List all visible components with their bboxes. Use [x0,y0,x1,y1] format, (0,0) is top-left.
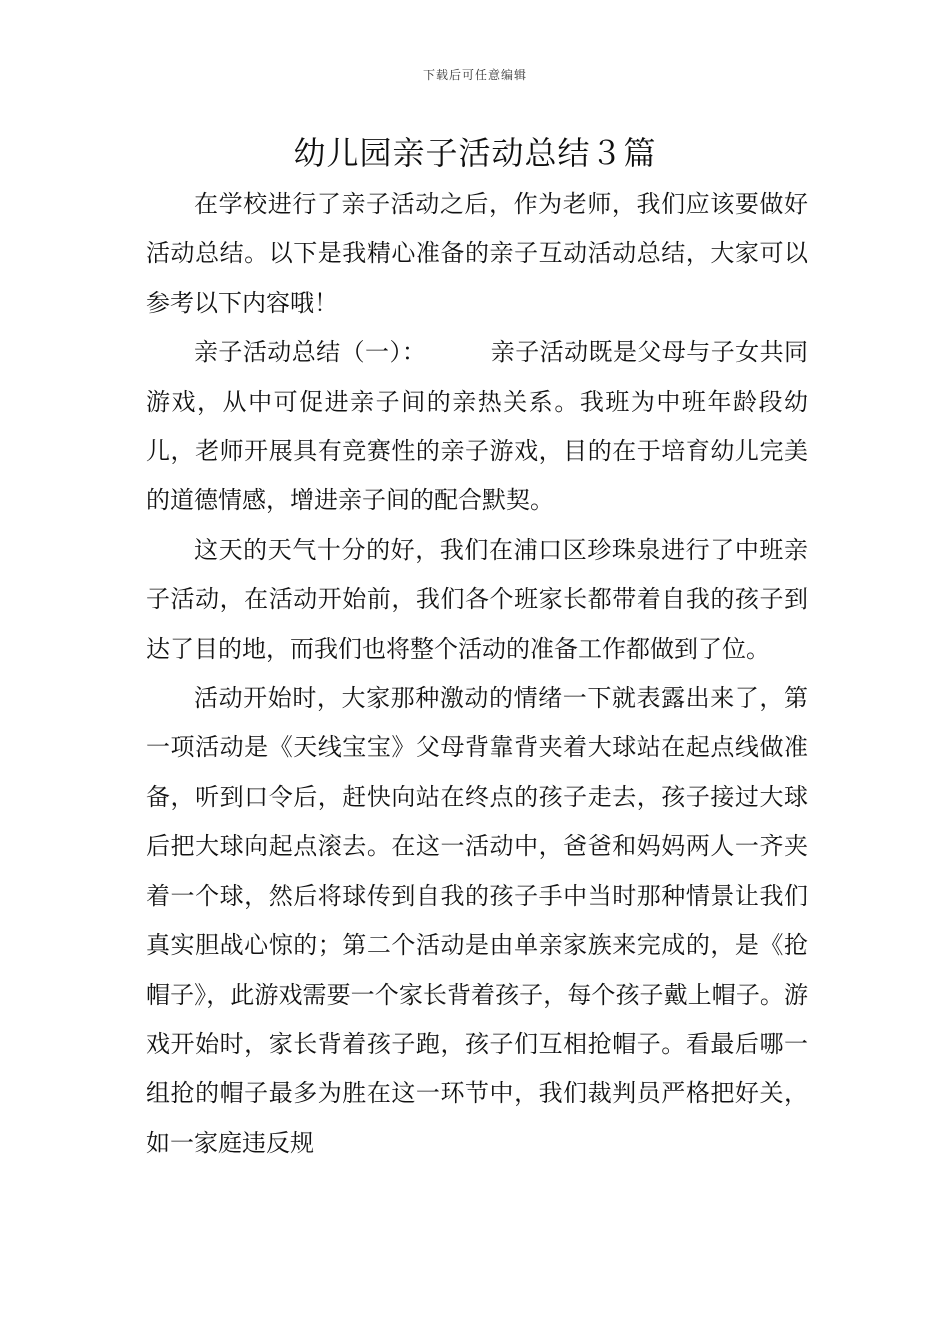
document-title: 幼儿园亲子活动总结３篇 [293,134,657,172]
weather-paragraph: 这天的天气十分的好，我们在浦口区珍珠泉进行了中班亲子活动，在活动开始前，我们各个班家长都带着自我的孩子到达了目的地，而我们也将整个活动的准备工作都做到了位。 [146,535,808,663]
document-body [146,180,808,1168]
intro-paragraph: 在学校进行了亲子活动之后，作为老师，我们应该要做好活动总结。以下是我精心准备的亲子互动活动总结，大家可以参考以下内容哦！ [146,190,808,317]
activities-paragraph: 活动开始时，大家那种激动的情绪一下就表露出来了，第一项活动是《天线宝宝》父母背靠背夹着大球站在起点线做准备，听到口令后，赶快向站在终点的孩子走去，孩子接过大球后把大球向起点滚去。在这一活动中，爸爸和妈妈两人一齐夹着一个球，然后将球传到自我的孩子手中当时那种情景让我们真实胆战心惊的；第二个活动是由单亲家族来完成的，是《抢帽子》，此游戏需要一个家长背着孩子，每个孩子戴上帽子。游戏开始时，家长背着孩子跑，孩子们互相抢帽子。看最后哪一组抢的帽子最多为胜在这一环节中，我们裁判员严格把好关，如一家庭违反规 [146,684,808,1157]
section-one-text: 亲子活动既是父母与子女共同游戏，从中可促进亲子间的亲热关系。我班为中班年龄段幼儿，老师开展具有竞赛性的亲子游戏，目的在于培育幼儿完美的道德情感，增进亲子间的配合默契。 [146,338,809,515]
section-one-paragraph [146,328,808,526]
section-one-label: 亲子活动总结（一）： [194,338,427,367]
header-note: 下载后可任意编辑 [422,68,527,82]
